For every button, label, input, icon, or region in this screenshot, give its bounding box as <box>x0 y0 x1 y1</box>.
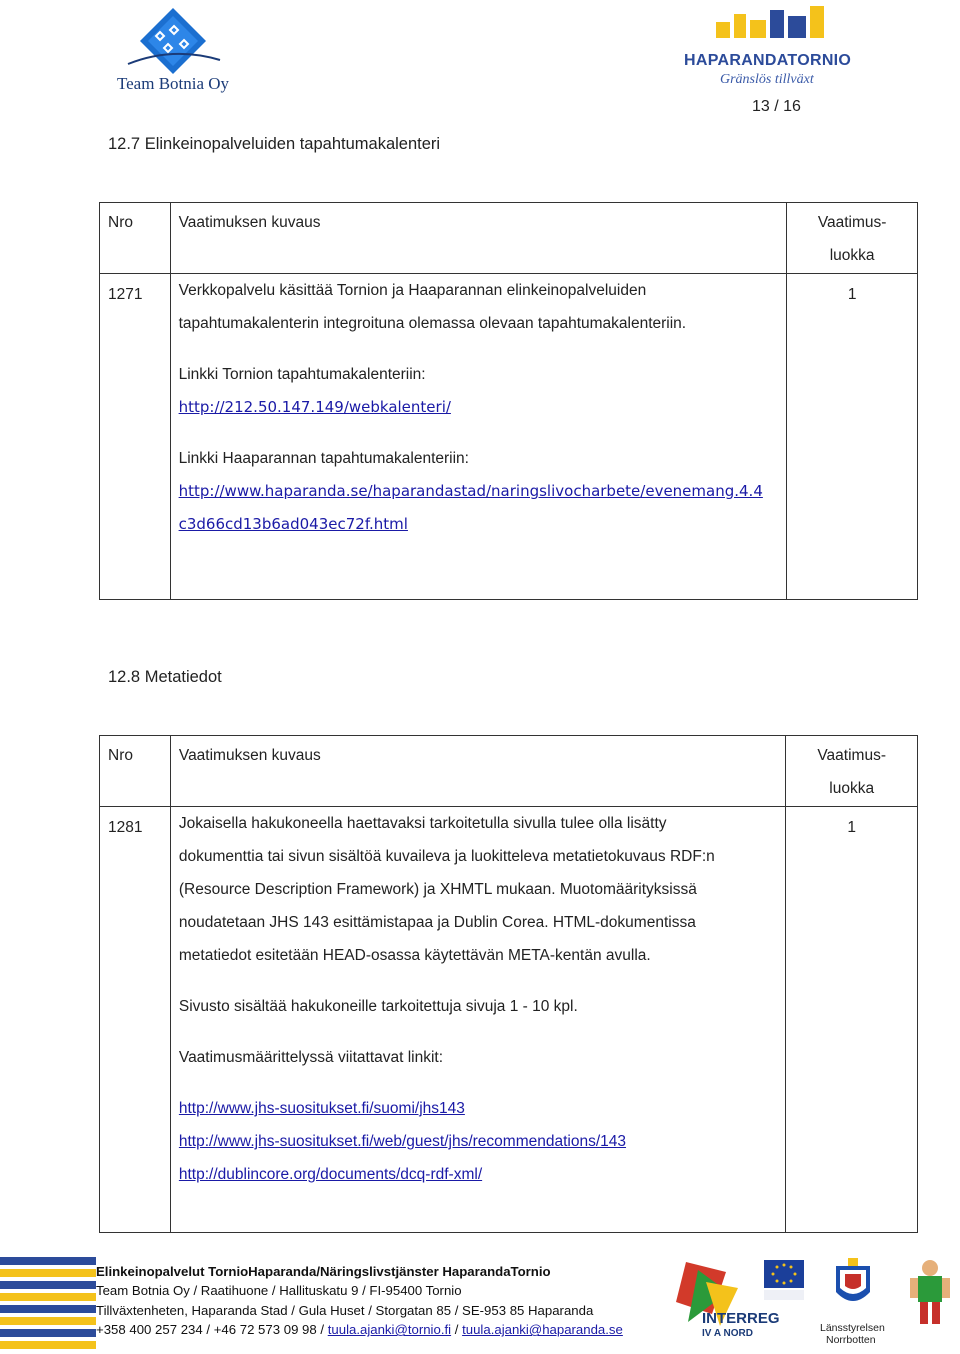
haparandatornio-wordmark: HAPARANDATORNIO <box>684 52 852 69</box>
description-line: metatiedot esitetään HEAD-osassa käytettävän META-kentän avulla. <box>178 947 651 964</box>
email-haparanda-link[interactable]: tuula.ajanki@haparanda.se <box>462 1322 623 1338</box>
requirement-description <box>171 807 785 1199</box>
requirement-number: 1281 <box>108 819 143 836</box>
requirement-description <box>171 274 787 549</box>
table-row <box>100 807 918 1233</box>
section-title-12-7: 12.7 Elinkeinopalveluiden tapahtumakalenteri <box>108 135 441 153</box>
description-line: Linkki Tornion tapahtumakalenteriin: <box>178 366 426 383</box>
lansstyrelsen-sub: Norrbotten <box>826 1334 876 1346</box>
column-header-class-line1: Vaatimus- <box>817 214 887 231</box>
column-header-nro: Nro <box>108 747 133 764</box>
table-header-row <box>100 203 918 274</box>
email-tornio-link[interactable]: tuula.ajanki@tornio.fi <box>327 1322 452 1338</box>
requirement-number: 1271 <box>108 286 143 303</box>
description-line: Jokaisella hakukoneella haettavaksi tarkoitetulla sivulla tulee olla lisätty <box>178 815 667 832</box>
description-line: (Resource Description Framework) ja XHMTL mukaan. Muotomäärityksissä <box>178 881 697 898</box>
haparanda-calendar-link[interactable] <box>179 475 779 541</box>
description-line: Linkki Haaparannan tapahtumakalenteriin: <box>178 450 469 467</box>
botnia-diamond-icon <box>108 6 238 76</box>
footer-title: Elinkeinopalvelut TornioHaparanda/Näringslivstjänster HaparandaTornio <box>96 1264 551 1279</box>
footer-stripes-graphic <box>0 1253 96 1349</box>
haparanda-link-line2[interactable]: c3d66cd13b6ad043ec72f.html <box>178 515 408 533</box>
interreg-sub: IV A NORD <box>702 1328 753 1339</box>
column-header-nro: Nro <box>108 214 133 231</box>
team-botnia-caption: Team Botnia Oy <box>116 74 230 93</box>
description-line: tapahtumakalenterin integroituna olemassa olevaan tapahtumakalenteriin. <box>178 315 687 332</box>
stripes-icon <box>0 1253 96 1349</box>
haparandatornio-logo <box>680 4 880 94</box>
haparanda-blocks-icon <box>680 4 880 52</box>
page-number: 13 / 16 <box>752 98 801 115</box>
footer-email-separator: / <box>451 1322 463 1338</box>
footer-address-haparanda: Tillväxtenheten, Haparanda Stad / Gula Huset / Storgatan 85 / SE-953 85 Haparanda <box>96 1302 594 1318</box>
description-line: noudatetaan JHS 143 esittämistapaa ja Dublin Corea. HTML-dokumentissa <box>178 914 696 931</box>
description-line: Sivusto sisältää hakukoneille tarkoitettuja sivuja 1 - 10 kpl. <box>178 998 578 1015</box>
footer-contact <box>96 1262 623 1340</box>
column-header-class-line2: luokka <box>829 780 875 797</box>
column-header-description: Vaatimuksen kuvaus <box>178 747 321 764</box>
column-header-description: Vaatimuksen kuvaus <box>178 214 321 231</box>
lansstyrelsen-wordmark: Länsstyrelsen <box>820 1322 885 1334</box>
footer-logos <box>668 1252 960 1349</box>
footer-phone-email <box>96 1320 623 1339</box>
table-row <box>100 274 918 600</box>
interreg-wordmark: INTERREG <box>702 1310 780 1327</box>
jhs143-link[interactable]: http://www.jhs-suositukset.fi/suomi/jhs143 <box>178 1100 465 1117</box>
footer-address-tornio: Team Botnia Oy / Raatihuone / Hallituskatu 9 / FI-95400 Tornio <box>96 1283 462 1299</box>
description-line: Verkkopalvelu käsittää Tornion ja Haaparannan elinkeinopalveluiden <box>178 282 647 299</box>
jhs-recommendations-link[interactable]: http://www.jhs-suositukset.fi/web/guest/jhs/recommendations/143 <box>178 1133 627 1150</box>
description-line: dokumenttia tai sivun sisältöä kuvaileva ja luokitteleva metatietokuvaus RDF:n <box>178 848 715 865</box>
table-header-row <box>100 736 918 807</box>
column-header-class-line2: luokka <box>829 247 875 264</box>
requirement-class: 1 <box>847 819 856 836</box>
footer-phones: +358 400 257 234 / +46 72 573 09 98 / <box>96 1322 328 1338</box>
section-title-12-8: 12.8 Metatiedot <box>108 668 222 686</box>
column-header-class-line1: Vaatimus- <box>817 747 886 764</box>
requirements-table-12-8 <box>99 735 918 1233</box>
haparandatornio-slogan: Gränslös tillväxt <box>720 72 814 87</box>
haparanda-link-line1[interactable]: http://www.haparanda.se/haparandastad/naringslivocharbete/evenemang.4.4 <box>178 482 763 500</box>
requirements-table-12-7 <box>99 202 918 600</box>
requirement-class: 1 <box>847 286 857 303</box>
column-header-class <box>786 736 917 805</box>
description-line: Vaatimusmäärittelyssä viitattavat linkit: <box>178 1049 444 1066</box>
tornio-calendar-link[interactable]: http://212.50.147.149/webkalenteri/ <box>178 398 451 416</box>
column-header-class <box>787 203 917 272</box>
dublincore-link[interactable]: http://dublincore.org/documents/dcq-rdf-xml/ <box>178 1166 483 1183</box>
team-botnia-logo <box>108 6 238 98</box>
